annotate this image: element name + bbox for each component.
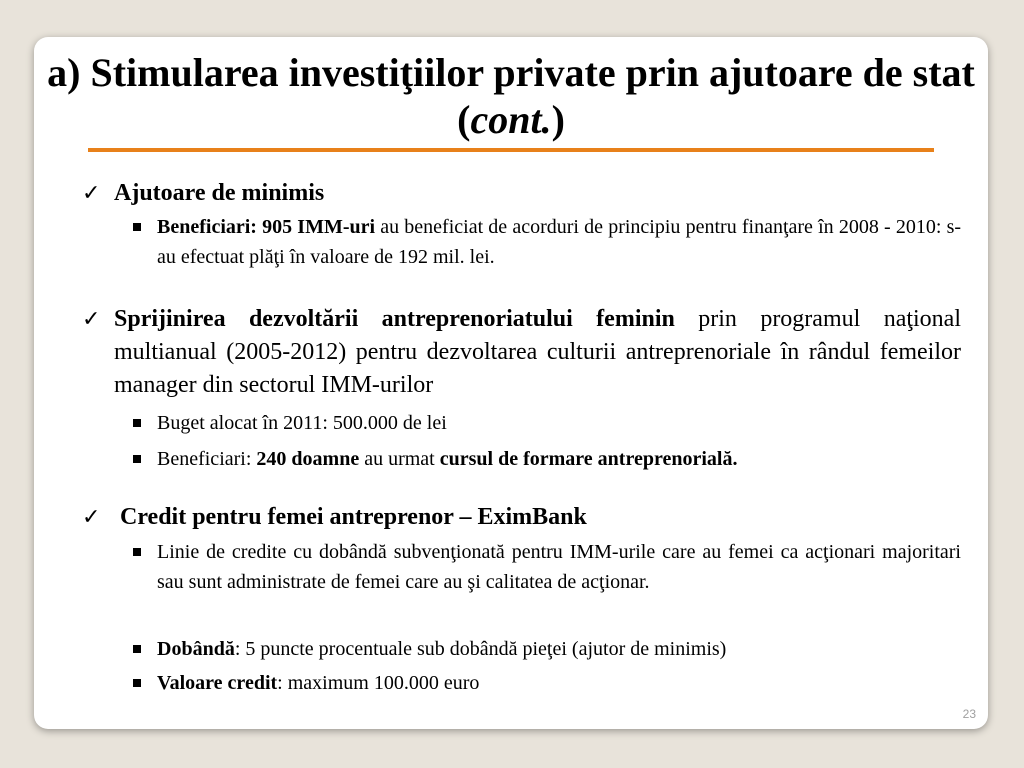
sub-bullet-beneficiari-doamne	[157, 444, 961, 474]
checkmark-icon: ✓	[82, 505, 101, 530]
sub-bullet-buget	[157, 408, 961, 438]
square-bullet-icon	[133, 679, 141, 687]
square-bullet-icon	[133, 223, 141, 231]
bullet-heading: Credit pentru femei antreprenor – EximBank	[120, 504, 587, 530]
bold-text: eneficiari: 905 IMM-uri	[170, 216, 376, 238]
text: Linie de credite cu dobândă subvenţionată pentru IMM-urile care au femei ca acţionari majoritari sau sunt administrate de femei care au şi calitatea de acţionar.	[157, 541, 961, 593]
slide-title	[34, 49, 988, 143]
title-italic: cont.	[470, 97, 552, 142]
text: Beneficiari:	[157, 448, 257, 470]
text: Buget alocat în 2011: 500.000 de lei	[157, 412, 447, 434]
sub-bullet-dobanda	[157, 634, 961, 664]
square-bullet-icon	[133, 548, 141, 556]
bold-text: Dobândă	[157, 638, 235, 660]
text: prin programul naţional multianual (2005-2012) pentru dezvoltarea culturii antreprenoriale în rândul femeilor manager din sectorul IMM-urilor	[114, 306, 961, 398]
sub-bullet-linie-credite	[157, 537, 961, 597]
bold-text: cursul de formare antreprenorială.	[439, 448, 738, 470]
text: : maximum 100.000 euro	[277, 672, 480, 694]
bullet-antreprenoriat-feminin	[82, 303, 961, 402]
slide	[34, 37, 988, 729]
bold-text: Valoare credit	[157, 672, 278, 694]
bullet-credit-eximbank	[82, 501, 961, 534]
bullet-heading: Ajutoare de minimis	[114, 180, 325, 206]
title-close: )	[551, 97, 565, 142]
checkmark-icon: ✓	[82, 307, 101, 332]
bullet-minimis	[82, 177, 961, 210]
square-bullet-icon	[133, 455, 141, 463]
bold-text: 240 doamne	[256, 448, 360, 470]
title-text: a) Stimularea investiţiilor private prin ajutoare de stat (	[47, 50, 975, 142]
checkmark-icon: ✓	[82, 181, 101, 206]
title-divider	[88, 148, 934, 152]
bullet-heading: Sprijinirea dezvoltării antreprenoriatului feminin	[114, 306, 675, 332]
square-bullet-icon	[133, 419, 141, 427]
text: au beneficiat de acorduri de principiu pentru finanţare în 2008 - 2010: s-au efectuat plăţi în valoare de 192 mil. lei.	[157, 216, 962, 268]
square-bullet-icon	[133, 645, 141, 653]
bold-text: B	[157, 216, 171, 238]
page-number: 23	[962, 707, 976, 721]
sub-bullet-valoare-credit	[157, 668, 961, 698]
sub-bullet-beneficiari	[157, 212, 961, 272]
text: au urmat	[359, 448, 440, 470]
text: : 5 puncte procentuale sub dobândă pieţei (ajutor de minimis)	[234, 638, 727, 660]
